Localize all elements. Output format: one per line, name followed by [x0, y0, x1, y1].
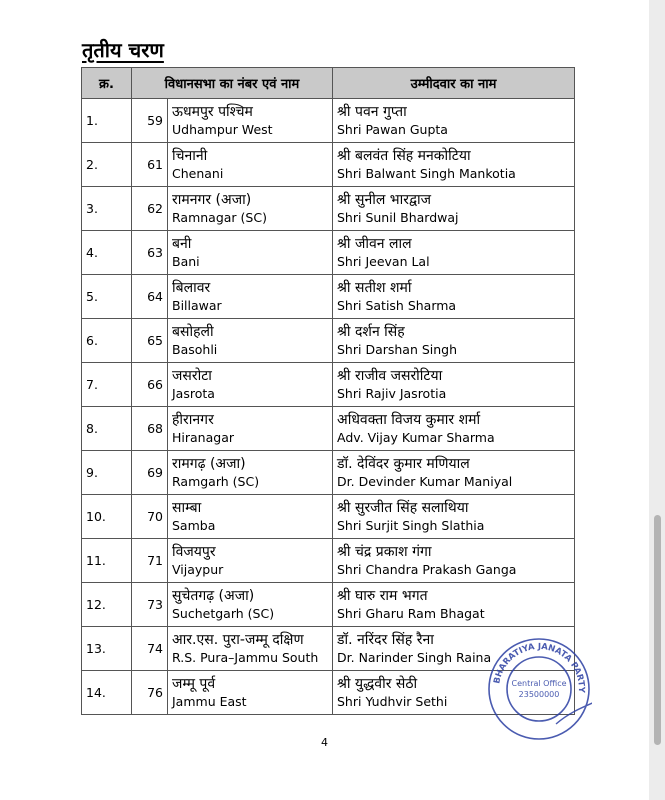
candidate-name-hindi: श्री सुनील भारद्वाज [337, 191, 432, 208]
table-row [82, 451, 575, 495]
candidate-name-english: Shri Satish Sharma [337, 297, 457, 313]
row-sno: 4. [82, 231, 132, 275]
candidate-name-english: Shri Chandra Prakash Ganga [337, 561, 517, 577]
header-candidate: उम्मीदवार का नाम [333, 68, 575, 99]
row-sno: 1. [82, 99, 132, 143]
row-constituency-number: 61 [132, 143, 168, 187]
row-constituency [168, 143, 333, 187]
section-heading: तृतीय चरण [82, 38, 164, 62]
row-candidate [333, 539, 575, 583]
row-constituency [168, 627, 333, 671]
constituency-name-english: Vijaypur [172, 561, 224, 577]
table-row [82, 363, 575, 407]
candidate-name-hindi: श्री जीवन लाल [337, 235, 412, 252]
row-constituency [168, 275, 333, 319]
constituency-name-hindi: रामगढ़ (अजा) [172, 455, 246, 472]
row-constituency-number: 65 [132, 319, 168, 363]
candidate-name-english: Shri Yudhvir Sethi [337, 693, 448, 709]
candidate-name-hindi: श्री युद्धवीर सेठी [337, 675, 418, 692]
candidate-name-english: Dr. Devinder Kumar Maniyal [337, 473, 513, 489]
table-row [82, 539, 575, 583]
row-candidate [333, 319, 575, 363]
row-candidate [333, 451, 575, 495]
row-sno: 6. [82, 319, 132, 363]
constituency-name-english: Hiranagar [172, 429, 234, 445]
row-sno: 7. [82, 363, 132, 407]
candidate-name-english: Shri Pawan Gupta [337, 121, 448, 137]
row-sno: 10. [82, 495, 132, 539]
row-constituency-number: 64 [132, 275, 168, 319]
constituency-name-english: Ramgarh (SC) [172, 473, 260, 489]
candidate-name-hindi: डॉ. नरिंदर सिंह रैना [337, 631, 434, 648]
row-sno: 13. [82, 627, 132, 671]
svg-text:Central Office: Central Office [511, 679, 567, 688]
candidate-name-hindi: श्री दर्शन सिंह [337, 323, 405, 340]
row-constituency [168, 671, 333, 715]
constituency-name-hindi: ऊधमपुर पश्चिम [172, 103, 253, 120]
row-candidate [333, 187, 575, 231]
candidate-name-hindi: श्री पवन गुप्ता [337, 103, 407, 120]
constituency-name-hindi: रामनगर (अजा) [172, 191, 252, 208]
table-row [82, 583, 575, 627]
row-sno: 9. [82, 451, 132, 495]
candidate-name-hindi: श्री बलवंत सिंह मनकोटिया [337, 147, 471, 164]
row-candidate [333, 143, 575, 187]
row-constituency [168, 99, 333, 143]
table-row [82, 143, 575, 187]
row-candidate [333, 99, 575, 143]
row-candidate [333, 407, 575, 451]
header-sno: क्र. [82, 68, 132, 99]
constituency-name-hindi: सुचेतगढ़ (अजा) [172, 587, 255, 604]
row-constituency-number: 69 [132, 451, 168, 495]
scrollbar-thumb[interactable] [654, 515, 661, 745]
row-candidate [333, 583, 575, 627]
row-constituency [168, 583, 333, 627]
candidate-name-english: Shri Sunil Bhardwaj [337, 209, 459, 225]
table-row [82, 407, 575, 451]
constituency-name-hindi: हीरानगर [172, 411, 214, 428]
constituency-name-english: Samba [172, 517, 216, 533]
table-row [82, 495, 575, 539]
constituency-name-hindi: बनी [172, 235, 192, 252]
candidate-name-english: Shri Jeevan Lal [337, 253, 430, 269]
constituency-name-english: Basohli [172, 341, 218, 357]
row-candidate [333, 231, 575, 275]
constituency-name-english: Billawar [172, 297, 222, 313]
row-constituency [168, 407, 333, 451]
row-constituency-number: 59 [132, 99, 168, 143]
candidate-name-hindi: डॉ. देविंदर कुमार मणियाल [337, 455, 470, 472]
constituency-name-english: Suchetgarh (SC) [172, 605, 275, 621]
candidate-name-english: Shri Balwant Singh Mankotia [337, 165, 516, 181]
page-number: 4 [321, 736, 328, 749]
candidate-name-english: Shri Gharu Ram Bhagat [337, 605, 485, 621]
row-constituency [168, 539, 333, 583]
row-sno: 12. [82, 583, 132, 627]
candidate-name-hindi: श्री चंद्र प्रकाश गंगा [337, 543, 432, 560]
row-constituency [168, 495, 333, 539]
row-constituency [168, 451, 333, 495]
table-row [82, 99, 575, 143]
row-constituency-number: 66 [132, 363, 168, 407]
svg-text:BHARATIYA JANATA PARTY: BHARATIYA JANATA PARTY [492, 641, 587, 693]
candidate-name-english: Shri Darshan Singh [337, 341, 458, 357]
constituency-name-english: R.S. Pura–Jammu South [172, 649, 319, 665]
svg-text:23500000: 23500000 [518, 690, 560, 699]
row-sno: 8. [82, 407, 132, 451]
party-seal-stamp [486, 636, 592, 742]
row-constituency-number: 62 [132, 187, 168, 231]
row-constituency [168, 187, 333, 231]
constituency-name-hindi: बिलावर [172, 279, 211, 296]
table-row [82, 187, 575, 231]
constituency-name-english: Jammu East [172, 693, 247, 709]
header-constituency: विधानसभा का नंबर एवं नाम [132, 68, 333, 99]
constituency-name-english: Ramnagar (SC) [172, 209, 267, 225]
constituency-name-hindi: विजयपुर [172, 543, 216, 560]
table-row [82, 231, 575, 275]
vertical-scrollbar[interactable] [649, 0, 665, 800]
row-sno: 14. [82, 671, 132, 715]
candidate-table [81, 67, 575, 715]
constituency-name-english: Udhampur West [172, 121, 273, 137]
row-constituency-number: 76 [132, 671, 168, 715]
constituency-name-hindi: आर.एस. पुरा-जम्मू दक्षिण [172, 631, 304, 648]
row-constituency-number: 74 [132, 627, 168, 671]
candidate-name-english: Shri Rajiv Jasrotia [337, 385, 447, 401]
row-candidate [333, 495, 575, 539]
candidate-name-hindi: श्री सतीश शर्मा [337, 279, 412, 296]
candidate-name-english: Adv. Vijay Kumar Sharma [337, 429, 495, 445]
row-constituency-number: 70 [132, 495, 168, 539]
table-row [82, 319, 575, 363]
constituency-name-english: Bani [172, 253, 200, 269]
row-sno: 5. [82, 275, 132, 319]
candidate-name-hindi: श्री घारु राम भगत [337, 587, 428, 604]
constituency-name-english: Jasrota [172, 385, 215, 401]
candidate-name-hindi: श्री राजीव जसरोटिया [337, 367, 443, 384]
row-constituency-number: 73 [132, 583, 168, 627]
constituency-name-hindi: चिनानी [172, 147, 208, 164]
row-constituency [168, 363, 333, 407]
table-row [82, 275, 575, 319]
constituency-name-hindi: जसरोटा [172, 367, 212, 384]
row-sno: 3. [82, 187, 132, 231]
row-constituency-number: 63 [132, 231, 168, 275]
table-header-row [82, 68, 575, 99]
row-candidate [333, 363, 575, 407]
candidate-name-english: Dr. Narinder Singh Raina [337, 649, 492, 665]
row-candidate [333, 275, 575, 319]
row-constituency [168, 319, 333, 363]
candidate-name-english: Shri Surjit Singh Slathia [337, 517, 485, 533]
row-sno: 11. [82, 539, 132, 583]
constituency-name-english: Chenani [172, 165, 224, 181]
candidate-name-hindi: अधिवक्ता विजय कुमार शर्मा [337, 411, 481, 428]
candidate-name-hindi: श्री सुरजीत सिंह सलाथिया [337, 499, 469, 516]
row-constituency-number: 71 [132, 539, 168, 583]
row-constituency [168, 231, 333, 275]
row-sno: 2. [82, 143, 132, 187]
row-constituency-number: 68 [132, 407, 168, 451]
constituency-name-hindi: साम्बा [172, 499, 202, 516]
constituency-name-hindi: जम्मू पूर्व [172, 675, 216, 692]
constituency-name-hindi: बसोहली [172, 323, 214, 340]
